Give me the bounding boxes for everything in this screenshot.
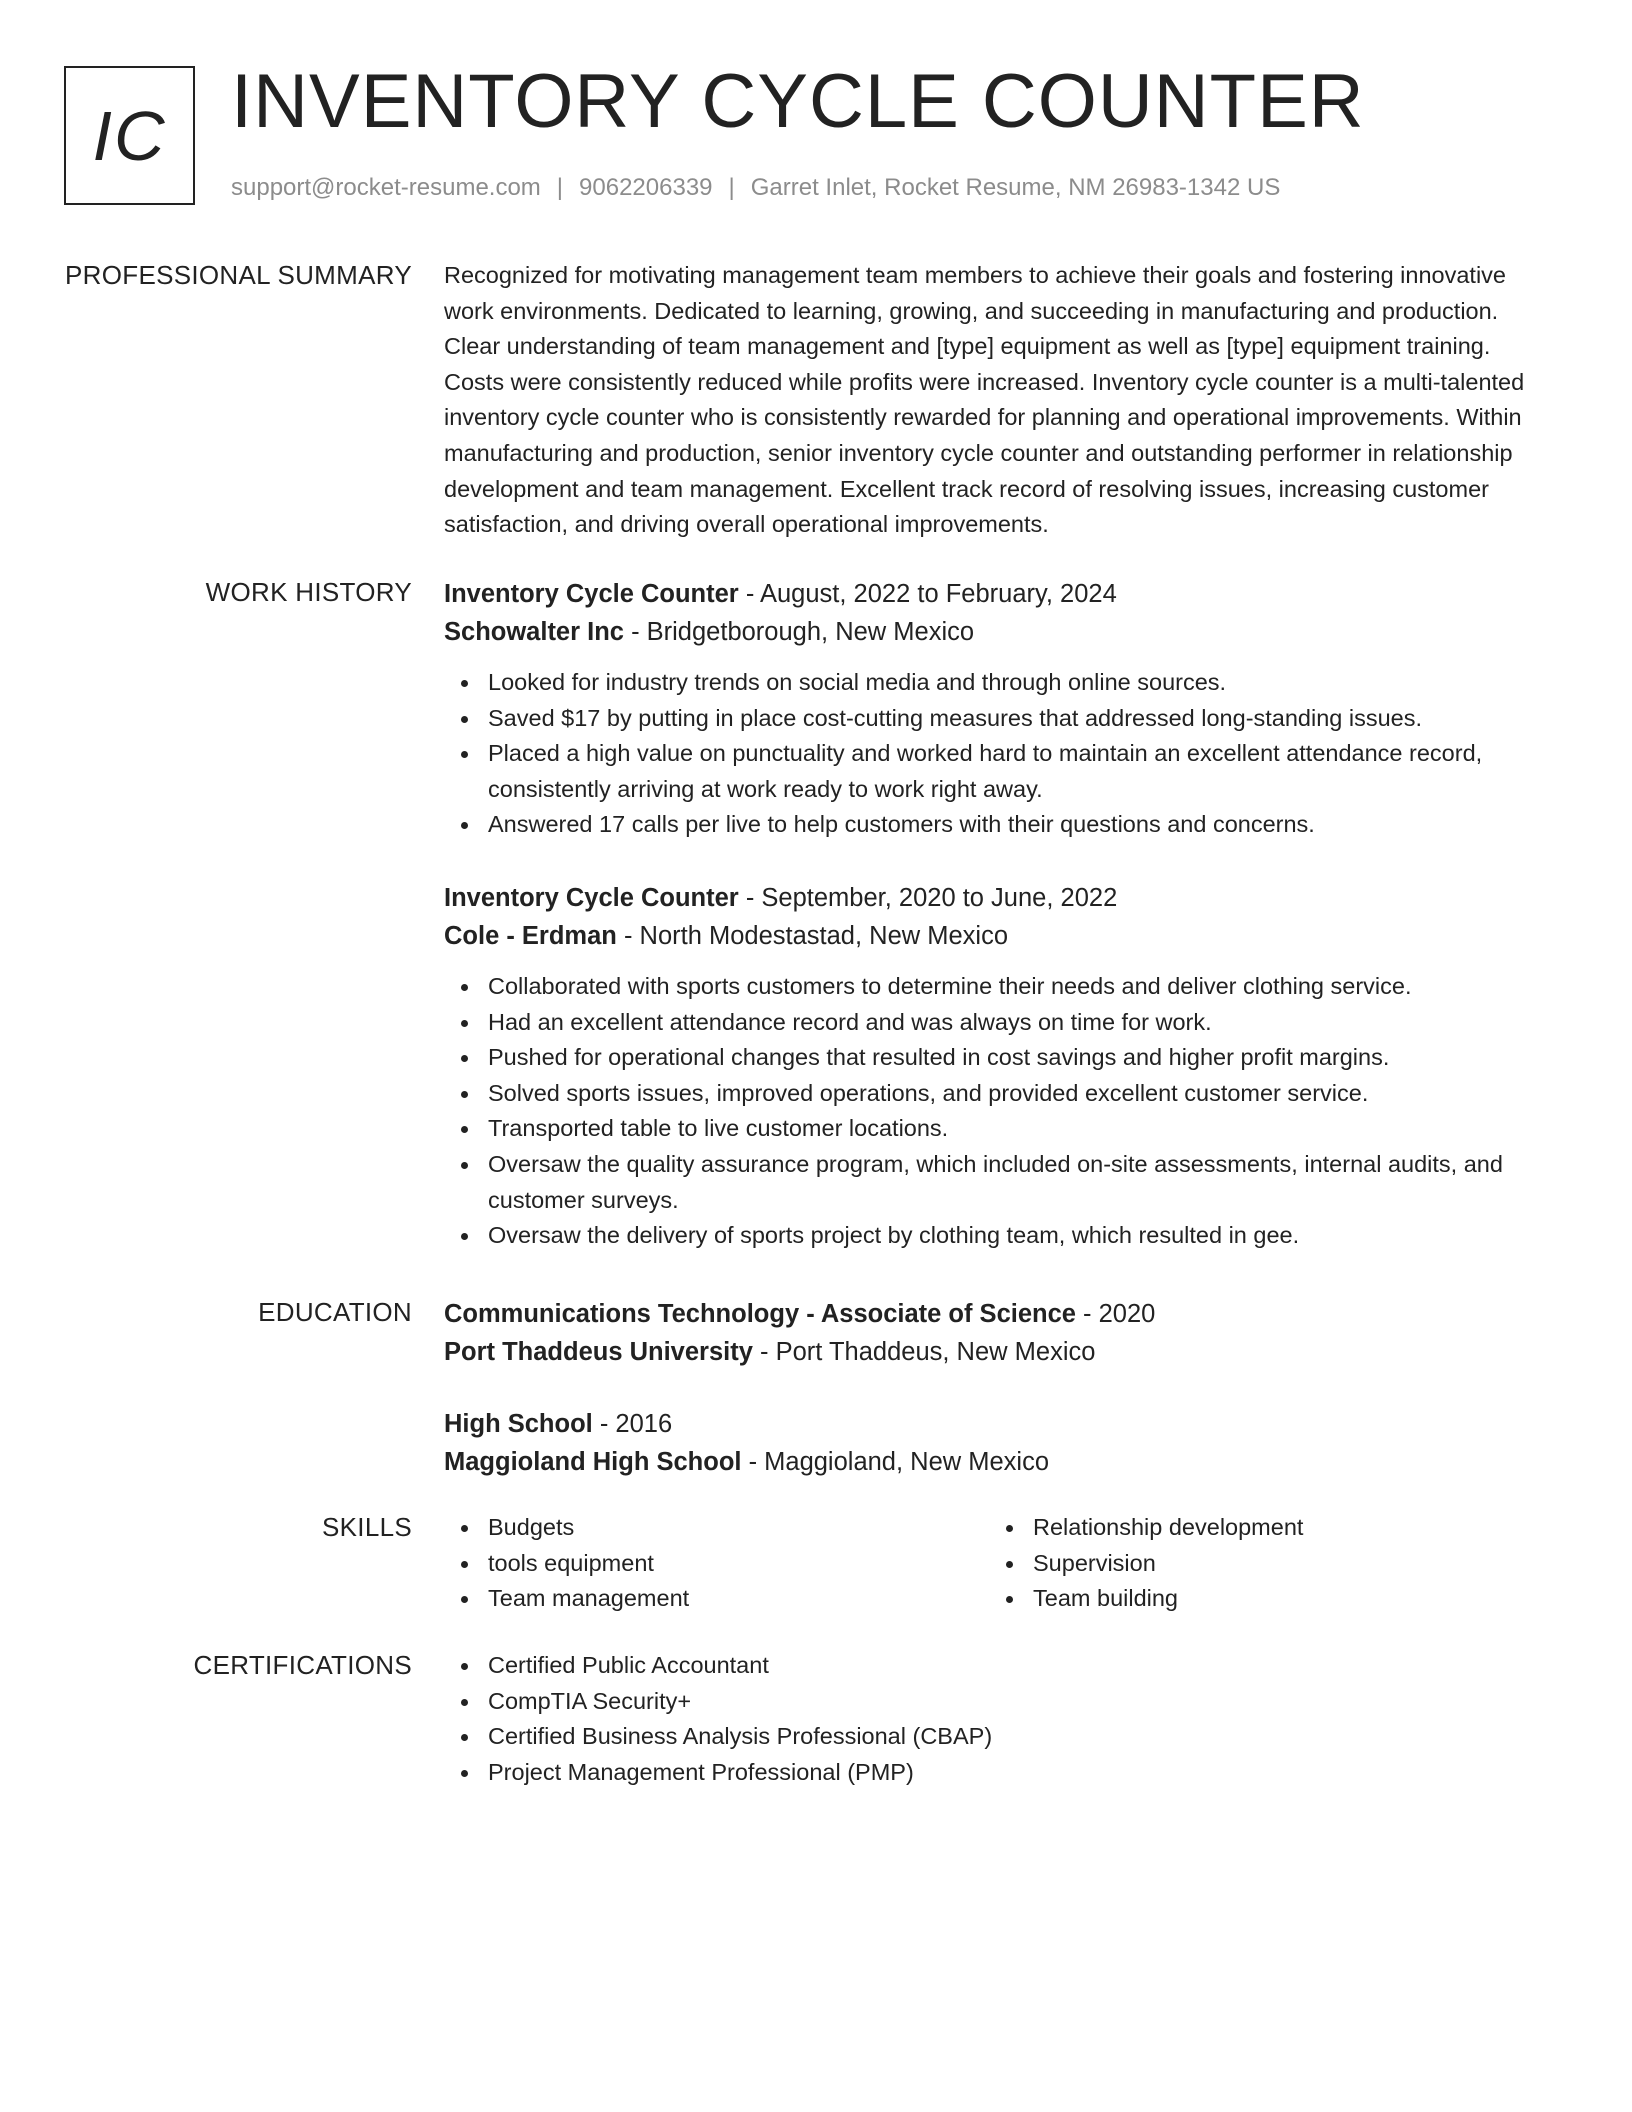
job-bullets [444, 969, 1554, 1254]
job-company: Cole - Erdman [444, 921, 617, 950]
skills-list [444, 1510, 989, 1617]
education-body [444, 1295, 1554, 1481]
job-title-line [444, 575, 1554, 613]
contact-phone[interactable]: 9062206339 [579, 174, 713, 201]
section-heading-work: WORK HISTORY [205, 577, 412, 607]
list-item: Relationship development [1033, 1510, 1534, 1546]
degree: High School [444, 1410, 593, 1438]
list-item: Project Management Professional (PMP) [488, 1755, 1554, 1791]
school-line [444, 1333, 1554, 1371]
job-dates: - September, 2020 to June, 2022 [738, 883, 1118, 912]
school-line [444, 1443, 1554, 1481]
job-location: - Bridgetborough, New Mexico [623, 618, 975, 646]
list-item: tools equipment [488, 1546, 989, 1582]
work-body [444, 575, 1554, 1254]
monogram-box [64, 66, 195, 205]
candidate-name: INVENTORY CYCLE COUNTER [231, 59, 1365, 144]
job-company-line [444, 613, 1554, 651]
job-company: Schowalter Inc [444, 618, 624, 646]
list-item: Solved sports issues, improved operations, and provided excellent customer service. [488, 1076, 1554, 1112]
contact-separator: | [728, 174, 735, 201]
education-entry [444, 1405, 1554, 1481]
list-item: CompTIA Security+ [488, 1684, 1554, 1720]
summary-body [444, 258, 1554, 543]
school: Maggioland High School [444, 1448, 742, 1476]
list-item: Team management [488, 1581, 989, 1617]
contact-separator: | [556, 174, 564, 201]
degree: Communications Technology - Associate of Science [444, 1300, 1076, 1328]
list-item: Looked for industry trends on social media and through online sources. [488, 665, 1554, 701]
degree-line [444, 1295, 1554, 1333]
section-heading-skills: SKILLS [322, 1512, 412, 1542]
list-item: Saved $17 by putting in place cost-cutting measures that addressed long-standing issues. [488, 701, 1554, 737]
list-item: Supervision [1033, 1546, 1534, 1582]
degree-year: - 2020 [1075, 1300, 1156, 1328]
section-heading-summary: PROFESSIONAL SUMMARY [65, 260, 412, 290]
job-location: - North Modestastad, New Mexico [616, 921, 1009, 950]
job-bullets [444, 665, 1554, 843]
education-entry [444, 1295, 1554, 1371]
job-dates: - August, 2022 to February, 2024 [738, 580, 1117, 608]
job-entry [444, 879, 1554, 1254]
section-heading-certifications: CERTIFICATIONS [193, 1650, 412, 1680]
certifications-list [444, 1648, 1554, 1790]
skills-column [444, 1510, 989, 1617]
list-item: Had an excellent attendance record and was always on time for work. [488, 1005, 1554, 1041]
list-item: Certified Business Analysis Professional (CBAP) [488, 1719, 1554, 1755]
job-title-line [444, 879, 1554, 917]
skills-grid [444, 1510, 1554, 1617]
school-location: - Maggioland, New Mexico [741, 1448, 1050, 1476]
job-entry [444, 575, 1554, 843]
skills-list [989, 1510, 1534, 1617]
contact-email[interactable]: support@rocket-resume.com [231, 174, 541, 201]
list-item: Pushed for operational changes that resulted in cost savings and higher profit margins. [488, 1040, 1554, 1076]
school-location: - Port Thaddeus, New Mexico [752, 1338, 1096, 1366]
school: Port Thaddeus University [444, 1338, 753, 1366]
job-company-line [444, 917, 1554, 955]
contact-address: Garret Inlet, Rocket Resume, NM 26983-1342 US [750, 174, 1281, 201]
list-item: Collaborated with sports customers to determine their needs and deliver clothing service. [488, 969, 1554, 1005]
list-item: Certified Public Accountant [488, 1648, 1554, 1684]
degree-line [444, 1405, 1554, 1443]
monogram-initials: IC [92, 96, 167, 175]
skills-body [444, 1510, 1554, 1617]
job-title: Inventory Cycle Counter [444, 883, 739, 912]
certifications-body [444, 1648, 1554, 1790]
section-heading-education: EDUCATION [258, 1297, 412, 1327]
list-item: Team building [1033, 1581, 1534, 1617]
job-title: Inventory Cycle Counter [444, 580, 739, 608]
list-item: Oversaw the delivery of sports project by clothing team, which resulted in gee. [488, 1218, 1554, 1254]
skills-column [989, 1510, 1534, 1617]
list-item: Oversaw the quality assurance program, which included on-site assessments, internal audits, and customer surveys. [488, 1147, 1554, 1218]
contact-line [231, 172, 1280, 204]
degree-year: - 2016 [592, 1410, 673, 1438]
summary-text: Recognized for motivating management team members to achieve their goals and fostering innovative work environments. Dedicated to learning, growing, and succeeding in manufacturing and production. Clear understanding of team management and [type] equipment as well as [type] equipment training. Costs were consistently reduced while profits were increased. Inventory cycle counter is a multi-talented inventory cycle counter who is consistently rewarded for planning and operational improvements. Within manufacturing and production, senior inventory cycle counter and outstanding performer in relationship development and team management. Excellent track record of resolving issues, increasing customer satisfaction, and driving overall operational improvements. [444, 262, 1525, 538]
list-item: Transported table to live customer locations. [488, 1111, 1554, 1147]
list-item: Budgets [488, 1510, 989, 1546]
list-item: Answered 17 calls per live to help customers with their questions and concerns. [488, 807, 1554, 843]
list-item: Placed a high value on punctuality and worked hard to maintain an excellent attendance record, consistently arriving at work ready to work right away. [488, 736, 1554, 807]
